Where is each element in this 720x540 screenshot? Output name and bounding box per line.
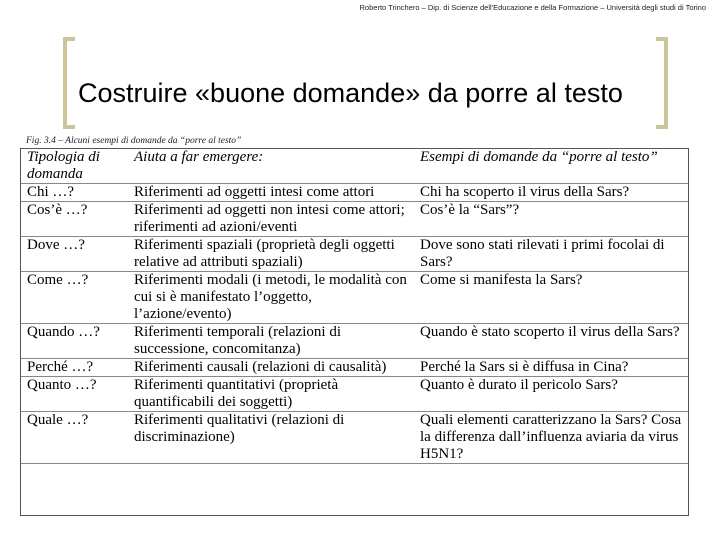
cell-type: Quando …? xyxy=(21,324,128,359)
table-row xyxy=(21,324,688,359)
cell-type: Dove …? xyxy=(21,237,128,272)
table-row xyxy=(21,237,688,272)
header-cell-examples: Esempi di domande da “porre al testo” xyxy=(416,149,688,184)
cell-example: Quali elementi caratterizzano la Sars? Cosa la differenza dall’influenza aviaria da virus H5N1? xyxy=(416,412,688,464)
cell-helps: Riferimenti temporali (relazioni di successione, concomitanza) xyxy=(128,324,416,359)
cell-type: Chi …? xyxy=(21,184,128,202)
cell-type: Quale …? xyxy=(21,412,128,464)
cell-helps: Riferimenti causali (relazioni di causalità) xyxy=(128,359,416,377)
cell-example: Chi ha scoperto il virus della Sars? xyxy=(416,184,688,202)
figure-caption: Fig. 3.4 – Alcuni esempi di domande da “porre al testo” xyxy=(26,136,242,146)
cell-type: Perché …? xyxy=(21,359,128,377)
table-row xyxy=(21,412,688,464)
cell-helps: Riferimenti ad oggetti non intesi come attori; riferimenti ad azioni/eventi xyxy=(128,202,416,237)
table-row xyxy=(21,202,688,237)
cell-type: Quanto …? xyxy=(21,377,128,412)
cell-helps: Riferimenti spaziali (proprietà degli oggetti relative ad attributi spaziali) xyxy=(128,237,416,272)
cell-helps: Riferimenti ad oggetti intesi come attori xyxy=(128,184,416,202)
table-row xyxy=(21,184,688,202)
cell-example: Come si manifesta la Sars? xyxy=(416,272,688,324)
cell-helps: Riferimenti modali (i metodi, le modalità con cui si è manifestato l’oggetto, l’azione/evento) xyxy=(128,272,416,324)
slide-header: Roberto Trinchero – Dip. di Scienze dell'Educazione e della Formazione – Università degli studi di Torino xyxy=(359,3,706,12)
table-row xyxy=(21,272,688,324)
cell-example: Cos’è la “Sars”? xyxy=(416,202,688,237)
question-types-table xyxy=(20,148,689,516)
cell-example: Perché la Sars si è diffusa in Cina? xyxy=(416,359,688,377)
table-header-row xyxy=(21,149,688,184)
title-bracket-left xyxy=(63,37,75,129)
cell-example: Quando è stato scoperto il virus della Sars? xyxy=(416,324,688,359)
header-cell-type: Tipologia di domanda xyxy=(21,149,128,184)
table-row xyxy=(21,359,688,377)
cell-type: Cos’è …? xyxy=(21,202,128,237)
cell-helps: Riferimenti qualitativi (relazioni di discriminazione) xyxy=(128,412,416,464)
header-cell-helps: Aiuta a far emergere: xyxy=(128,149,416,184)
cell-example: Quanto è durato il pericolo Sars? xyxy=(416,377,688,412)
table-row xyxy=(21,377,688,412)
cell-type: Come …? xyxy=(21,272,128,324)
cell-example: Dove sono stati rilevati i primi focolai di Sars? xyxy=(416,237,688,272)
slide-title: Costruire «buone domande» da porre al testo xyxy=(78,78,623,108)
cell-helps: Riferimenti quantitativi (proprietà quantificabili dei soggetti) xyxy=(128,377,416,412)
